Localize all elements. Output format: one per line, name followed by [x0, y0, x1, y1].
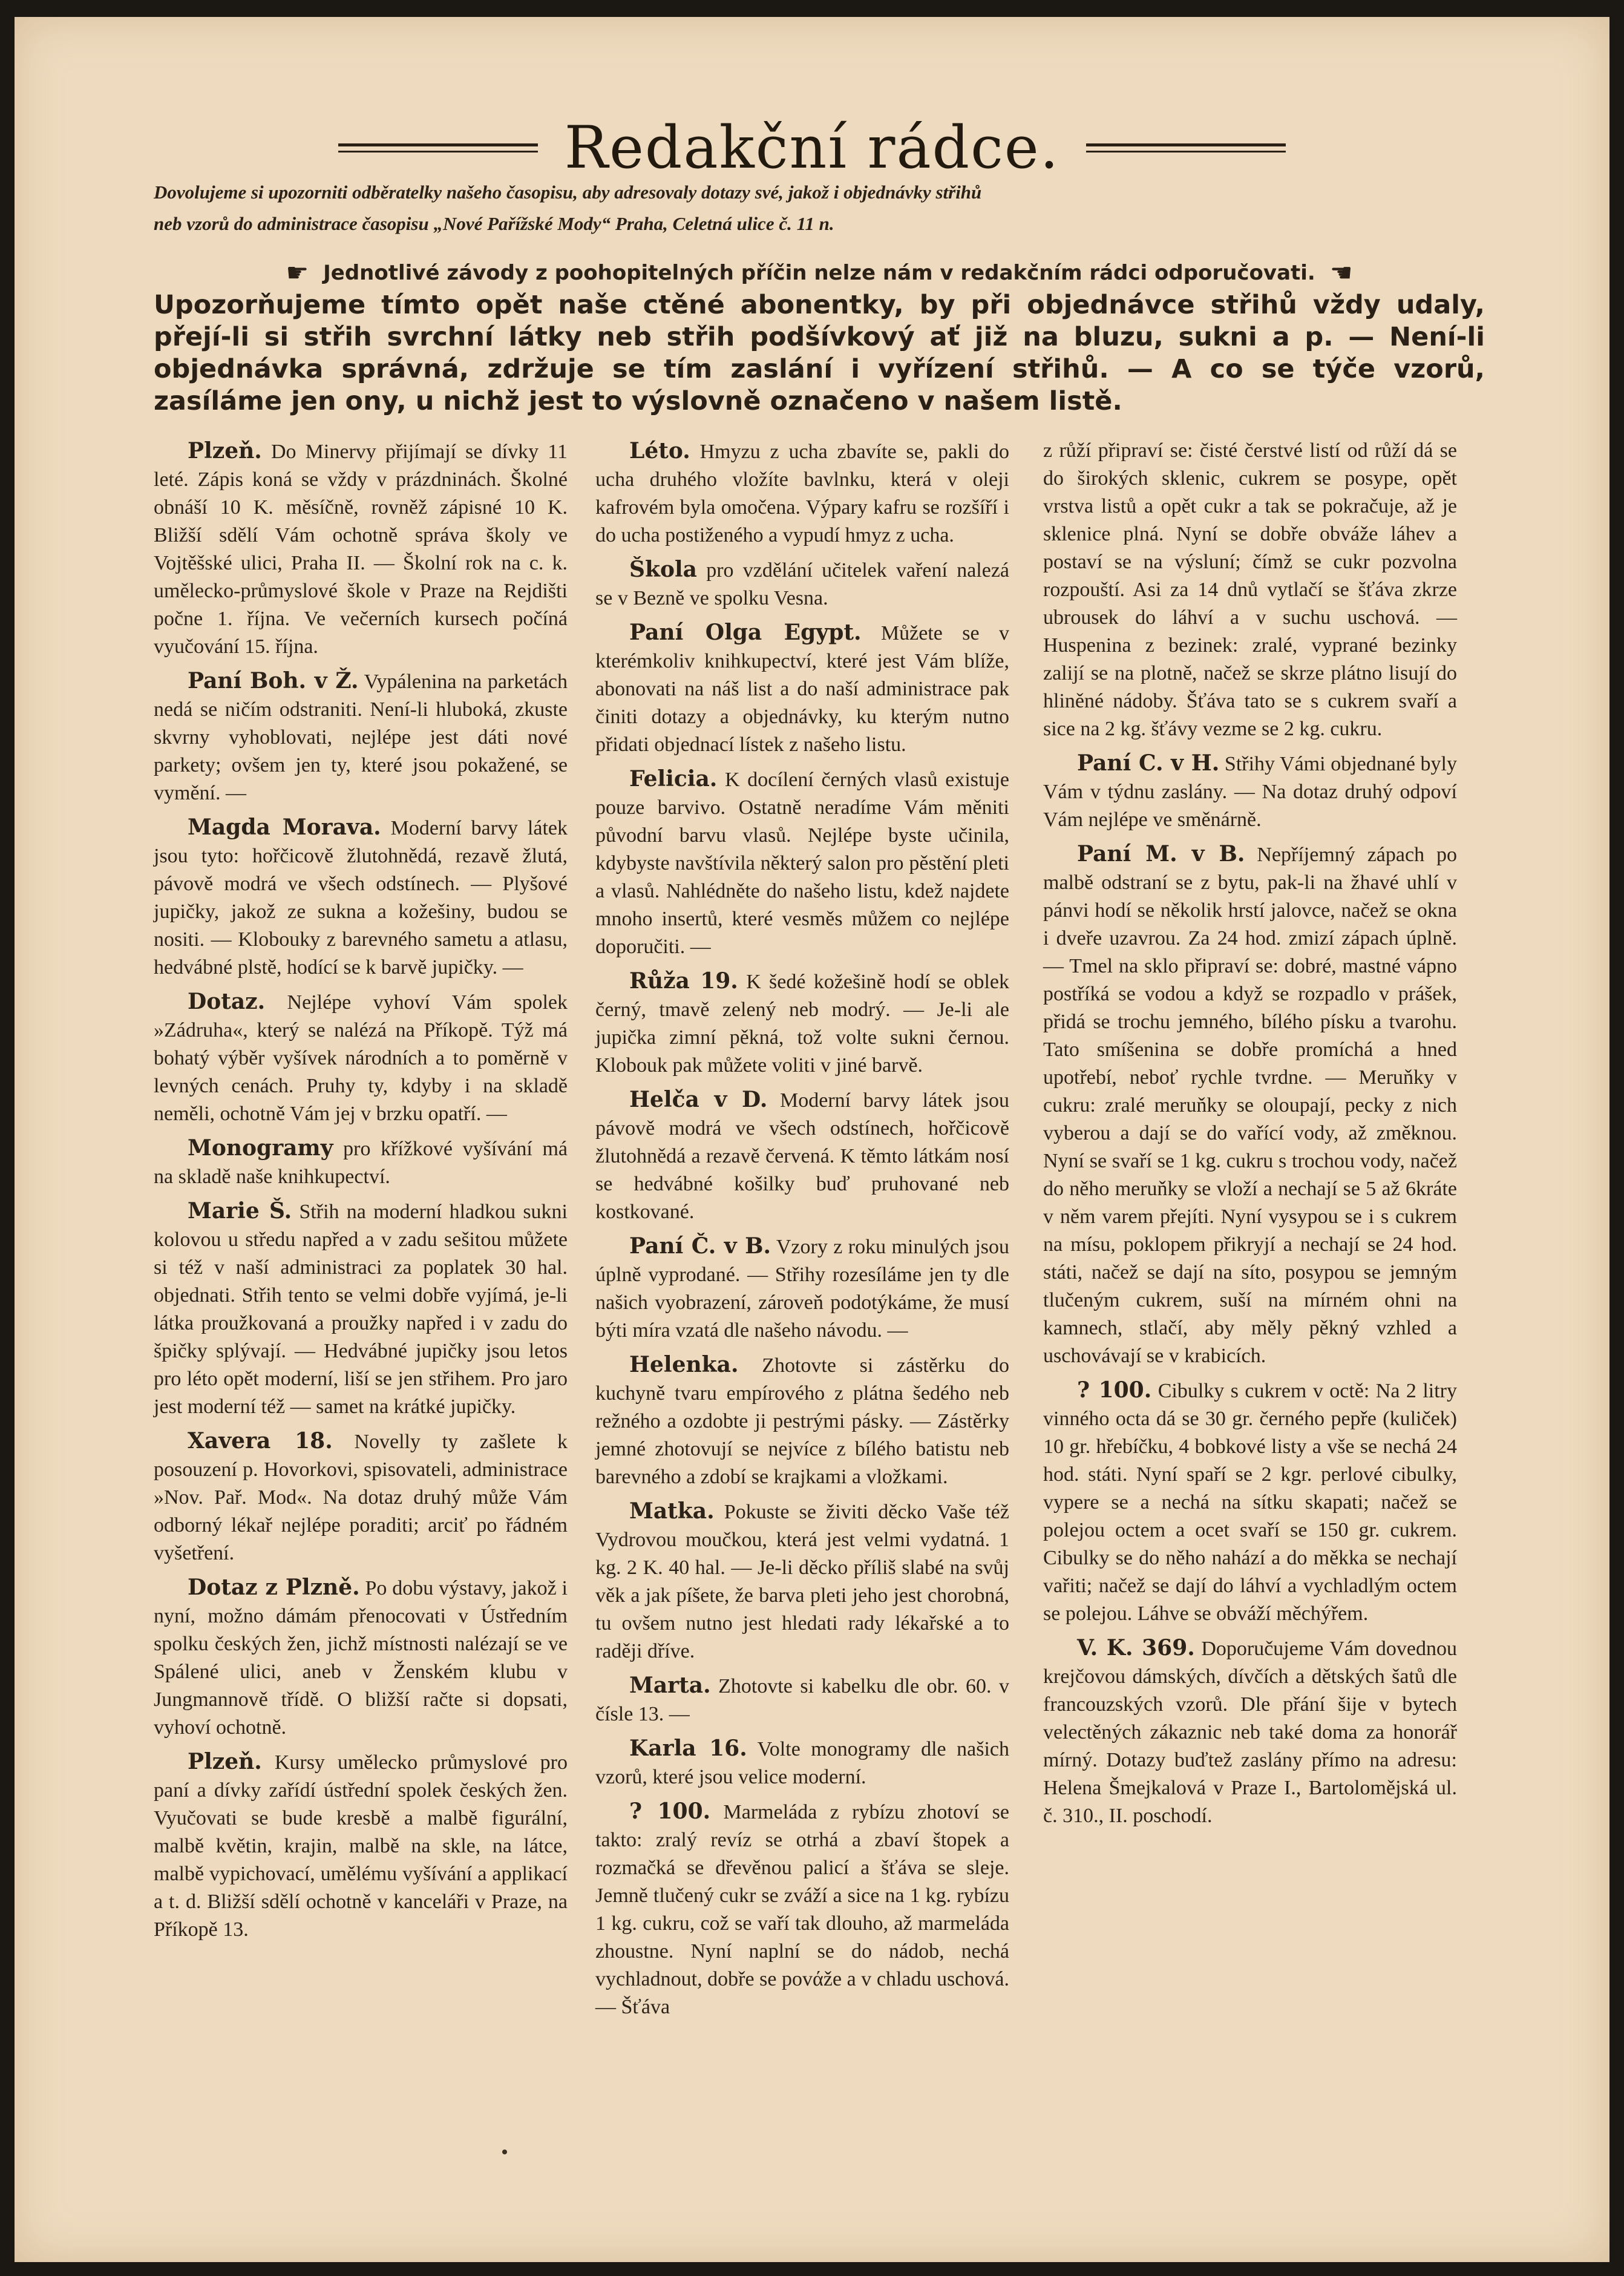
- entry-addressee: Marie Š.: [188, 1198, 292, 1224]
- entry-text: Kursy umělecko průmyslové pro paní a dívky zařídí ústřední spolek českých žen. Vyučovati se bude kresbě a malbě figurální, malbě květin, krajin, malbě na skle, na látce, malbě vypichovací, umělému vyšívání a applikací a t. d. Bližší sdělí ochotně v kanceláři v Praze, na Příkopě 13.: [154, 1751, 568, 1941]
- entry-addressee: V. K. 369.: [1077, 1635, 1195, 1661]
- answer-entry: [154, 813, 568, 982]
- answer-entry: [154, 988, 568, 1128]
- answer-entry: [595, 556, 1009, 612]
- answer-entry: [595, 618, 1009, 759]
- answer-entry: [154, 1134, 568, 1191]
- title-row: [15, 114, 1609, 182]
- answer-entry: [154, 1748, 568, 1944]
- answer-entry: [154, 437, 568, 661]
- entry-addressee: Monogramy: [188, 1135, 333, 1161]
- entry-addressee: Paní Č. v B.: [629, 1233, 771, 1259]
- answer-entry: [595, 765, 1009, 961]
- entry-text: Vypálenina na parketách nedá se ničím odstraniti. Není-li hluboká, zkuste skvrny vyhoblovati, nejlépe jest dáti nové parkety; ovšem jen ty, které jsou pokažené, se vymění. —: [154, 671, 568, 804]
- entry-text: Zhotovte si zástěrku do kuchyně tvaru empírového z plátna šedého neb režného a ozdobte ji pestrými pásky. — Zástěrky jemné zhotovují se nejvíce z bílého batistu neb barevného a zdobí se krajkami a vložkami.: [595, 1354, 1009, 1488]
- answer-entry: [595, 1797, 1009, 2021]
- column-1: [154, 437, 568, 1944]
- entry-text: Moderní barvy látek jsou pávově modrá ve všech odstínech, hořčicově žlutohnědá a rezavě červená. K těmto látkám nosí se hedvábné košilky buď pruhované neb kostkované.: [595, 1089, 1010, 1223]
- entry-text: Nejlépe vyhoví Vám spolek »Zádruha«, který se nalézá na Příkopě. Týž má bohatý výběr vyšívek národních a to poměrně v levných cenách. Pruhy ty, kdyby i na skladě neměli, ochotně Vám jej v brzku opatří. —: [154, 991, 568, 1125]
- entry-addressee: Helča v D.: [629, 1087, 768, 1112]
- answer-entry: [1043, 437, 1457, 743]
- notice-line-3: [214, 258, 1424, 287]
- print-speck: [502, 2150, 507, 2154]
- answer-entry: [1043, 749, 1457, 834]
- answer-entry: [595, 1232, 1009, 1345]
- entry-text: Moderní barvy látek jsou tyto: hořčicově žlutohnědá, rezavě žlutá, pávově modrá ve všech odstínech. — Plyšové jupičky, jakož ze sukna a kožešiny, budou se nositi. — Klobouky z barevného sametu a atlasu, hedvábné plstě, hodící se k barvě jupičky. —: [154, 817, 568, 979]
- entry-addressee: Paní Olga Egypt.: [629, 620, 862, 645]
- title-rule-right: [1086, 139, 1286, 157]
- entry-text: Do Minervy přijímají se dívky 11 leté. Zápis koná se vždy v prázdninách. Školné obnáší 10 K. měsíčně, rovněž zápisné 10 K. Bližší sdělí Vám ochotně správa školy ve Vojtěšské ulici, Praha II. — Školní rok na c. k. umělecko-průmyslové škole v Praze na Rejdišti počne 1. října. Ve večerních kursech počíná vyučování 15. října.: [154, 441, 568, 658]
- entry-text: Střihy Vámi objednané byly Vám v týdnu zaslány. — Na dotaz druhý odpoví Vám nejlépe ve směnárně.: [1043, 753, 1457, 831]
- entry-addressee: Xavera 18.: [188, 1428, 333, 1454]
- pointing-hand-left-icon: ☚: [1329, 258, 1353, 287]
- entry-text: z růží připraví se: čisté čerstvé listí od růží dá se do širokých sklenic, cukrem se posype, opět vrstva listů a opět cukr a tak se pokračuje, až je sklenice plná. Nyní se dobře obváže láhev a postaví se na výsluní; čímž se cukr pozvolna rozpouští. Asi za 14 dnů vytlačí se šťáva zkrze ubrousek do láhví a v suchu uschová. — Huspenina z bezinek: zralé, vyprané bezinky zalijí se na plotně, načež se skrze plátno lisují do hliněné nádoby. Šťáva tato se s cukrem svaří a sice na 2 kg. šťávy vezme se 2 kg. cukru.: [1043, 439, 1457, 740]
- entry-addressee: Paní C. v H.: [1077, 750, 1220, 776]
- entry-addressee: Plzeň.: [188, 1749, 262, 1774]
- answer-entry: [595, 1351, 1009, 1491]
- pointing-hand-right-icon: ☛: [286, 258, 309, 287]
- entry-text: Nepříjemný zápach po malbě odstraní se z bytu, pak-li na žhavé uhlí v pánvi hodí se několik hrstí jalovce, načež se okna i dveře uzavrou. Za 24 hod. zmizí zápach úplně. — Tmel na sklo připraví se: dobré, mastné vápno postříká se vodou a když se rozpadlo v prášek, přidá se trochu jemného, bílého písku a tvarohu. Tato smíšenina se dobře promíchá a hned upotřebí, neboť rychle tvrdne. — Meruňky v cukru: zralé meruňky se oloupají, pecky z nich vyberou a dají se do vařící vody, až změknou. Nyní se svaří se 1 kg. cukru s trochou vody, načež do něho meruňky se vloží a nechají se 5 až 6kráte v něm varem přejíti. Nyní vysypou se i s cukrem na mísu, poklopem přikryjí a nechají se 24 hod. státi, načež se dají na síto, posypou se jemným tlučeným cukrem, suší na mírném ohni na kamnech, stlačí, aby měly pěkný vzhled a uschovávají se v krabicích.: [1043, 844, 1457, 1367]
- entry-addressee: Škola: [629, 557, 697, 582]
- notice-line-3-text: Jednotlivé závody z poohopitelných příčin nelze nám v redakčním rádci odporučovati.: [323, 260, 1315, 285]
- entry-addressee: Marta.: [629, 1673, 711, 1698]
- entry-text: Vzory z roku minulých jsou úplně vyprodané. — Střihy rozesíláme jen ty dle našich vyobrazení, zároveň podotýkáme, že musí býti míra vzatá dle našeho návodu. —: [595, 1236, 1009, 1342]
- column-2: [595, 437, 1009, 2021]
- magazine-page: [15, 17, 1609, 2262]
- entry-text: Můžete se v kterémkoliv knihkupectví, které jest Vám blíže, abonovati na náš list a do naší administrace pak činiti dotazy a objednávky, ku kterým nutno přidati objednací lístek z našeho listu.: [595, 622, 1009, 756]
- entry-addressee: Plzeň.: [188, 438, 262, 464]
- entry-addressee: Růža 19.: [629, 968, 738, 994]
- answer-entry: [595, 437, 1009, 549]
- answer-entry: [595, 1497, 1009, 1665]
- entry-text: K docílení černých vlasů existuje pouze barvivo. Ostatně neradíme Vám měniti původní barvu vlasů. Nejlépe byste učinila, kdybyste navštívila některý salon pro pěstění pleti a vlasů. Nahlédněte do našeho listu, kdež najdete mnoho insertů, které vesměs můžem co nejlépe doporučiti. —: [595, 769, 1009, 958]
- answer-entry: [595, 1734, 1009, 1791]
- entry-text: Zhotovte si kabelku dle obr. 60. v čísle 13. —: [595, 1675, 1010, 1725]
- notice-line-2: neb vzorů do administrace časopisu „Nové Pařížské Mody“ Praha, Celetná ulice č. 11 n.: [154, 213, 834, 234]
- answer-entry: [154, 667, 568, 807]
- answer-entry: [1043, 1634, 1457, 1830]
- answer-entry: [595, 967, 1009, 1080]
- entry-text: Volte monogramy dle našich vzorů, které jsou velice moderní.: [595, 1738, 1009, 1788]
- entry-text: Po dobu výstavy, jakož i nyní, možno dámám přenocovati v Ústředním spolku českých žen, jichž místnosti nalézají se ve Spálené ulici, aneb v Ženském klubu v Jungmannově třídě. O bližší račte si dopsati, vyhoví ochotně.: [154, 1577, 568, 1739]
- answer-entry: [154, 1197, 568, 1421]
- entry-text: Novelly ty zašlete k posouzení p. Hovorkovi, spisovateli, administrace »Nov. Pař. Mod«. Na dotaz druhý může Vám odborný lékař nejlépe poraditi; arciť po řádném vyšetření.: [154, 1431, 568, 1564]
- entry-addressee: Léto.: [629, 438, 690, 464]
- answer-entry: [154, 1427, 568, 1567]
- entry-addressee: Paní Boh. v Ž.: [188, 668, 359, 694]
- column-3: [1043, 437, 1457, 1830]
- answer-entry: [595, 1671, 1009, 1728]
- entry-addressee: Felicia.: [629, 766, 718, 792]
- entry-text: Hmyzu z ucha zbavíte se, pakli do ucha druhého vložíte bavlnku, která v oleji kafrovém byla omočena. Výpary kafru se rozšíří i do ucha postiženého a vypudí hmyz z ucha.: [595, 441, 1009, 546]
- title-rule-left: [338, 139, 538, 157]
- answer-entry: [154, 1573, 568, 1742]
- answer-entry: [1043, 1376, 1457, 1628]
- entry-addressee: Magda Morava.: [188, 815, 381, 840]
- entry-addressee: Helenka.: [629, 1352, 739, 1377]
- entry-text: Marmeláda z rybízu zhotoví se takto: zralý revíz se otrhá a zbaví štopek a rozmačká se dřevěnou palicí a šťáva se sleje. Jemně tlučený cukr se zváží a sice na 1 kg. rybízu 1 kg. cukru, což se vaří tak dlouho, až marmeláda zhoustne. Nyní naplní se do nádob, nechá vychladnout, dobře se povάže a v chladu uschová. — Šťáva: [595, 1801, 1010, 2018]
- entry-addressee: Paní M. v B.: [1077, 841, 1245, 867]
- entry-addressee: Dotaz.: [188, 989, 266, 1014]
- entry-addressee: ? 100.: [629, 1799, 711, 1824]
- entry-text: pro křížkové vyšívání má na skladě naše knihkupectví.: [154, 1138, 568, 1188]
- answer-entry: [1043, 840, 1457, 1370]
- entry-text: Pokuste se živiti děcko Vaše též Vydrovou moučkou, která jest velmi vydatná. 1 kg. 2 K. 40 hal. — Je-li děcko příliš slabé na svůj věk a jak píšete, že barva pleti jeho jest chorobná, tu ovšem nutno jest hledati rady lékařské a to raději dříve.: [595, 1501, 1009, 1662]
- entry-addressee: Matka.: [629, 1498, 715, 1524]
- notice-line-1: Dovolujeme si upozorniti odběratelky našeho časopisu, aby adresovaly dotazy své, jakož i objednávky střihů: [154, 182, 982, 203]
- entry-addressee: ? 100.: [1077, 1377, 1152, 1403]
- lead-paragraph: Upozorňujeme tímto opět naše ctěné abonentky, by při objednávce střihů vždy udaly, přejí-li si střih svrchní látky neb střih podšívkový ať již na bluzu, sukni a p. — Není-li objednávka správná, zdržuje se tím zaslání i vyřízení střihů. — A co se týče vzorů, zasíláme jen ony, u nichž jest to výslovně označeno v našem listě.: [154, 290, 1485, 416]
- entry-text: Cibulky s cukrem v octě: Na 2 litry vinného octa dá se 30 gr. černého pepře (kuliček) 10 gr. hřebíčku, 4 bobkové listy a vše se nechá 24 hod. státi. Nyní spaří se 2 kgr. perlové cibulky, vypere se a nechá na sítku skapati; načež se polejou octem a ocet svaří se 150 gr. cukrem. Cibulky se do něho nahází a do měkka se nechají vařiti; načež se dají do láhví a vychladlým octem se polejou. Láhve se obváží měchýřem.: [1043, 1380, 1457, 1625]
- entry-text: Doporučujeme Vám dovednou krejčovou dámských, dívčích a dětských šatů dle francouzských vzorů. Dle přání šije v bytech velectěných zákaznic neb také doma za honorář mírný. Dotazy buďtež zaslány přímo na adresu: Helena Šmejkalová v Praze I., Bartolomějská ul. č. 310., II. poschodí.: [1043, 1638, 1457, 1827]
- entry-addressee: Dotaz z Plzně.: [188, 1575, 360, 1600]
- answer-entry: [595, 1086, 1009, 1226]
- entry-text: Střih na moderní hladkou sukni kolovou u středu napřed a v zadu sešitou můžete si též v naší administraci za poplatek 30 hal. objednati. Střih tento se velmi dobře vyjímá, je-li látka proužkovaná a proužky napřed i v zadu do špičky splývají. — Hedvábné jupičky jsou letos pro léto opět moderní, liší se jen střihem. Pro jaro jest moderní též — samet na krátké jupičky.: [154, 1201, 568, 1418]
- entry-addressee: Karla 16.: [629, 1736, 747, 1761]
- entry-text: K šedé kožešině hodí se oblek černý, tmavě zelený neb modrý. — Je-li ale jupička zimní pěkná, tož volte sukni černou. Klobouk pak můžete voliti v jiné barvě.: [595, 971, 1010, 1077]
- entry-text: pro vzdělání učitelek vaření nalezá se v Bezně ve spolku Vesna.: [595, 559, 1009, 609]
- page-title: Redakční rádce.: [564, 114, 1060, 182]
